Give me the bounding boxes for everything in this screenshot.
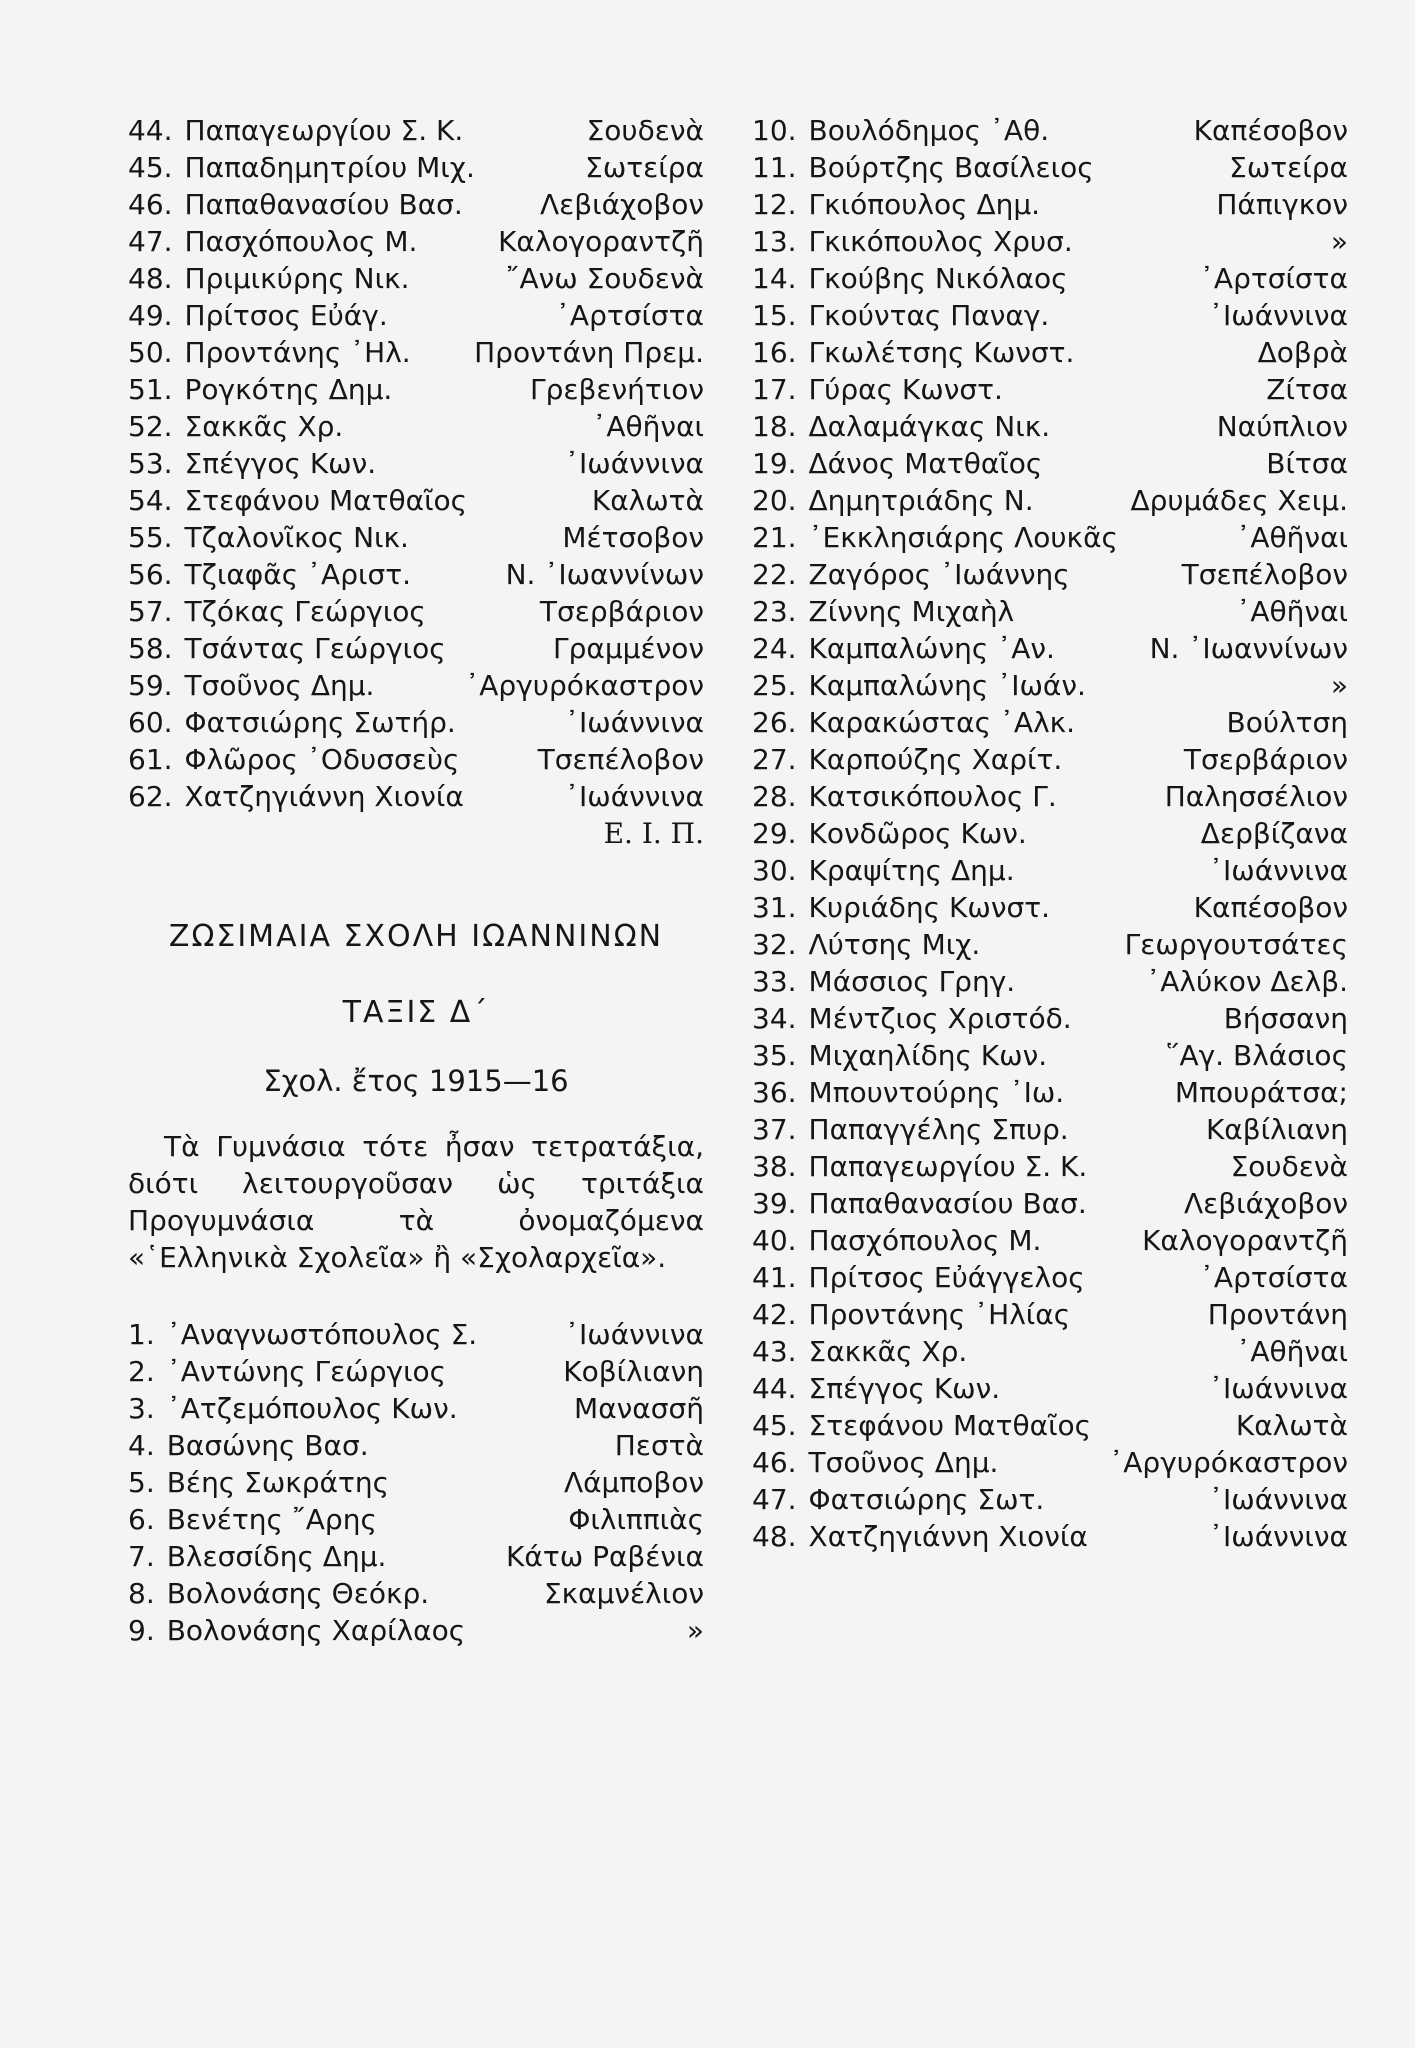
student-name: Βούρτζης Βασίλειος xyxy=(808,151,1094,184)
hometown: Πεστὰ xyxy=(614,1429,704,1462)
student-name: Κυριάδης Κωνστ. xyxy=(808,891,1050,924)
hometown: ᾿Αθῆναι xyxy=(1236,521,1348,554)
hometown: Τσερβάριον xyxy=(1183,743,1348,776)
hometown: Σουδενὰ xyxy=(586,114,704,147)
student-name: ᾿Εκκλησιάρης Λουκᾶς xyxy=(808,521,1118,554)
student-name: Παπαγγέλης Σπυρ. xyxy=(808,1113,1069,1146)
hometown: Κάτω Ραβένια xyxy=(506,1540,704,1573)
list-item xyxy=(752,1222,1348,1259)
list-item xyxy=(752,297,1348,334)
hometown: ῞Αγ. Βλάσιος xyxy=(1165,1039,1348,1072)
hometown: Μέτσοβον xyxy=(562,521,704,554)
student-name: Κατσικόπουλος Γ. xyxy=(808,780,1057,813)
student-name: Προντάνης ᾿Ηλίας xyxy=(808,1298,1071,1331)
entry-number: 6. xyxy=(128,1503,155,1536)
hometown: » xyxy=(686,1614,704,1647)
entry-number: 13. xyxy=(752,225,797,258)
student-name: Δημητριάδης Ν. xyxy=(808,484,1034,517)
hometown: Λεβιάχοβον xyxy=(1183,1187,1348,1220)
entry-number: 1. xyxy=(128,1318,155,1351)
student-name: Μάσσιος Γρηγ. xyxy=(808,965,1016,998)
student-name: Καρακώστας ᾿Αλκ. xyxy=(808,706,1076,739)
entry-number: 19. xyxy=(752,447,797,480)
list-item xyxy=(752,556,1348,593)
list-item xyxy=(128,1427,704,1464)
entry-number: 24. xyxy=(752,632,797,665)
student-name: Φατσιώρης Σωτ. xyxy=(808,1483,1045,1516)
hometown: Τσεπέλοβον xyxy=(1181,558,1348,591)
student-name: Τζιαφᾶς ᾿Αριστ. xyxy=(184,558,411,591)
entry-number: 7. xyxy=(128,1540,155,1573)
entry-number: 12. xyxy=(752,188,797,221)
student-name: Παπαδημητρίου Μιχ. xyxy=(184,151,475,184)
hometown: ᾿Ιωάννινα xyxy=(1208,1372,1348,1405)
student-name: Γκιόπουλος Δημ. xyxy=(808,188,1041,221)
right-column xyxy=(752,112,1348,1555)
list-item xyxy=(752,741,1348,778)
entry-number: 43. xyxy=(752,1335,797,1368)
student-name: Βέης Σωκράτης xyxy=(166,1466,390,1499)
hometown: Προντάνη Πρεμ. xyxy=(474,336,704,369)
student-list-continued xyxy=(128,112,704,815)
list-item xyxy=(752,704,1348,741)
student-name: Τζόκας Γεώργιος xyxy=(184,595,426,628)
entry-number: 14. xyxy=(752,262,797,295)
entry-number: 39. xyxy=(752,1187,797,1220)
student-name: Γκούντας Παναγ. xyxy=(808,299,1050,332)
entry-number: 9. xyxy=(128,1614,155,1647)
list-item xyxy=(752,630,1348,667)
student-name: Παπαγεωργίου Σ. Κ. xyxy=(808,1150,1088,1183)
list-item xyxy=(128,260,704,297)
hometown: Καλογοραντζῆ xyxy=(1142,1224,1348,1257)
list-item xyxy=(752,1444,1348,1481)
entry-number: 18. xyxy=(752,410,797,443)
hometown: Καλωτὰ xyxy=(1235,1409,1348,1442)
hometown: Κοβίλιανη xyxy=(563,1355,704,1388)
list-item xyxy=(128,1390,704,1427)
entry-number: 2. xyxy=(128,1355,155,1388)
student-name: Ζίννης Μιχαὴλ xyxy=(808,595,1015,628)
hometown: ᾿Αρτσίστα xyxy=(1199,262,1348,295)
hometown: ᾿Αργυρόκαστρον xyxy=(465,669,704,702)
student-name: Πασχόπουλος Μ. xyxy=(808,1224,1042,1257)
section-title: ΖΩΣΙΜΑΙΑ ΣΧΟΛΗ ΙΩΑΝΝΙΝΩΝ xyxy=(168,919,664,954)
hometown: Δοβρὰ xyxy=(1257,336,1348,369)
hometown: Δρυμάδες Χειμ. xyxy=(1130,484,1348,517)
list-item xyxy=(128,297,704,334)
list-item xyxy=(128,112,704,149)
entry-number: 44. xyxy=(128,114,173,147)
hometown: » xyxy=(1330,669,1348,702)
entry-number: 32. xyxy=(752,928,797,961)
hometown: Βίτσα xyxy=(1266,447,1348,480)
student-name: Καμπαλώνης ᾿Αν. xyxy=(808,632,1055,665)
entry-number: 40. xyxy=(752,1224,797,1257)
list-item xyxy=(752,1333,1348,1370)
list-item xyxy=(128,408,704,445)
list-item xyxy=(128,630,704,667)
list-item xyxy=(128,1538,704,1575)
hometown: Γρεβενήτιον xyxy=(529,373,704,406)
entry-number: 42. xyxy=(752,1298,797,1331)
entry-number: 57. xyxy=(128,595,173,628)
list-item xyxy=(752,1481,1348,1518)
list-item xyxy=(752,667,1348,704)
student-name: Τζαλονῖκος Νικ. xyxy=(184,521,409,554)
hometown: Βήσσανη xyxy=(1223,1002,1348,1035)
hometown: Λεβιάχοβον xyxy=(539,188,704,221)
student-name: Φλῶρος ᾿Οδυσσεὺς xyxy=(184,743,460,776)
hometown: Βούλτση xyxy=(1226,706,1348,739)
left-column xyxy=(128,112,704,1649)
entry-number: 16. xyxy=(752,336,797,369)
list-item xyxy=(752,1407,1348,1444)
student-name: Βλεσσίδης Δημ. xyxy=(166,1540,387,1573)
list-item xyxy=(128,482,704,519)
hometown: Ν. ᾿Ιωαννίνων xyxy=(1149,632,1348,665)
list-item xyxy=(752,815,1348,852)
student-name: Γκωλέτσης Κωνστ. xyxy=(808,336,1075,369)
class-label: ΤΑΞΙΣ Δ΄ xyxy=(342,995,490,1030)
student-name: ᾿Αναγνωστόπουλος Σ. xyxy=(166,1318,478,1351)
hometown: Ζίτσα xyxy=(1266,373,1348,406)
entry-number: 53. xyxy=(128,447,173,480)
student-list-class-d-continued xyxy=(752,112,1348,1555)
hometown: ᾿Ιωάννινα xyxy=(1208,1520,1348,1553)
entry-number: 38. xyxy=(752,1150,797,1183)
student-name: Παπαθανασίου Βασ. xyxy=(808,1187,1087,1220)
hometown: ᾿Αθῆναι xyxy=(592,410,704,443)
list-item xyxy=(752,1296,1348,1333)
student-name: Δάνος Ματθαῖος xyxy=(808,447,1043,480)
entry-number: 44. xyxy=(752,1372,797,1405)
list-item xyxy=(128,371,704,408)
entry-number: 46. xyxy=(128,188,173,221)
entry-number: 26. xyxy=(752,706,797,739)
entry-number: 28. xyxy=(752,780,797,813)
entry-number: 8. xyxy=(128,1577,155,1610)
list-item xyxy=(752,852,1348,889)
student-list-class-d xyxy=(128,1316,704,1649)
list-item xyxy=(752,445,1348,482)
hometown: Σωτείρα xyxy=(585,151,704,184)
student-name: Καρπούζης Χαρίτ. xyxy=(808,743,1063,776)
hometown: ᾿Αλύκον Δελβ. xyxy=(1146,965,1348,998)
hometown: Σουδενὰ xyxy=(1230,1150,1348,1183)
student-name: Τσοῦνος Δημ. xyxy=(184,669,375,702)
student-name: Βενέτης ῎Αρης xyxy=(166,1503,377,1536)
entry-number: 47. xyxy=(128,225,173,258)
entry-number: 11. xyxy=(752,151,797,184)
hometown: ᾿Ιωάννινα xyxy=(564,447,704,480)
list-item xyxy=(128,556,704,593)
list-item xyxy=(128,186,704,223)
student-name: Τσοῦνος Δημ. xyxy=(808,1446,999,1479)
student-name: Χατζηγιάννη Χιονία xyxy=(184,780,464,813)
list-item xyxy=(128,778,704,815)
hometown: Τσερβάριον xyxy=(539,595,704,628)
entry-number: 35. xyxy=(752,1039,797,1072)
student-name: Καμπαλώνης ᾿Ιωάν. xyxy=(808,669,1086,702)
list-item xyxy=(752,1037,1348,1074)
hometown: Σωτείρα xyxy=(1229,151,1348,184)
hometown: ᾿Αρτσίστα xyxy=(555,299,704,332)
student-name: Ρογκότης Δημ. xyxy=(184,373,393,406)
entry-number: 59. xyxy=(128,669,173,702)
list-item xyxy=(128,1353,704,1390)
hometown: Καπέσοβον xyxy=(1193,114,1348,147)
entry-number: 25. xyxy=(752,669,797,702)
hometown: ᾿Ιωάννινα xyxy=(1208,854,1348,887)
list-item xyxy=(752,223,1348,260)
list-item xyxy=(752,963,1348,1000)
entry-number: 36. xyxy=(752,1076,797,1109)
student-name: Μπουντούρης ᾿Ιω. xyxy=(808,1076,1065,1109)
hometown: ᾿Αθῆναι xyxy=(1236,595,1348,628)
entry-number: 48. xyxy=(752,1520,797,1553)
student-name: Χατζηγιάννη Χιονία xyxy=(808,1520,1088,1553)
student-name: Πρίτσος Εὐάγ. xyxy=(184,299,388,332)
entry-number: 15. xyxy=(752,299,797,332)
student-name: Προντάνης ᾿Ηλ. xyxy=(184,336,411,369)
student-name: Βολονάσης Θεόκρ. xyxy=(166,1577,430,1610)
entry-number: 46. xyxy=(752,1446,797,1479)
entry-number: 41. xyxy=(752,1261,797,1294)
list-item xyxy=(752,186,1348,223)
student-name: Ζαγόρος ᾿Ιωάννης xyxy=(808,558,1070,591)
student-name: ᾿Αντώνης Γεώργιος xyxy=(166,1355,447,1388)
student-name: Στεφάνου Ματθαῖος xyxy=(184,484,468,517)
entry-number: 54. xyxy=(128,484,173,517)
entry-number: 3. xyxy=(128,1392,155,1425)
hometown: Καλογοραντζῆ xyxy=(498,225,704,258)
student-name: Κονδῶρος Κων. xyxy=(808,817,1027,850)
list-item xyxy=(128,593,704,630)
list-item xyxy=(128,704,704,741)
entry-number: 34. xyxy=(752,1002,797,1035)
list-item xyxy=(752,149,1348,186)
student-name: Φατσιώρης Σωτήρ. xyxy=(184,706,456,739)
hometown: Μπουράτσα; xyxy=(1174,1076,1348,1109)
student-name: Πασχόπουλος Μ. xyxy=(184,225,418,258)
list-item xyxy=(752,371,1348,408)
student-name: Στεφάνου Ματθαῖος xyxy=(808,1409,1092,1442)
hometown: Σκαμνέλιον xyxy=(543,1577,704,1610)
list-item xyxy=(752,926,1348,963)
list-item xyxy=(128,1575,704,1612)
list-item xyxy=(752,408,1348,445)
student-name: Μιχαηλίδης Κων. xyxy=(808,1039,1048,1072)
student-name: Παπαγεωργίου Σ. Κ. xyxy=(184,114,464,147)
hometown: ᾿Ιωάννινα xyxy=(564,780,704,813)
hometown: ᾿Αθῆναι xyxy=(1236,1335,1348,1368)
student-name: Κραψίτης Δημ. xyxy=(808,854,1015,887)
list-item xyxy=(752,889,1348,926)
entry-number: 49. xyxy=(128,299,173,332)
student-name: ᾿Ατζεμόπουλος Κων. xyxy=(166,1392,458,1425)
entry-number: 61. xyxy=(128,743,173,776)
entry-number: 45. xyxy=(128,151,173,184)
student-name: Τσάντας Γεώργιος xyxy=(184,632,446,665)
list-item xyxy=(752,334,1348,371)
entry-number: 56. xyxy=(128,558,173,591)
entry-number: 4. xyxy=(128,1429,155,1462)
spacer xyxy=(128,1276,704,1316)
list-item xyxy=(752,519,1348,556)
hometown: Ν. ᾿Ιωαννίνων xyxy=(505,558,704,591)
student-name: Λύτσης Μιχ. xyxy=(808,928,981,961)
list-item xyxy=(752,593,1348,630)
list-item xyxy=(752,1148,1348,1185)
entry-number: 27. xyxy=(752,743,797,776)
entry-number: 37. xyxy=(752,1113,797,1146)
list-item xyxy=(128,1501,704,1538)
hometown: ῎Ανω Σουδενὰ xyxy=(505,262,704,295)
entry-number: 20. xyxy=(752,484,797,517)
hometown: ᾿Ιωάννινα xyxy=(1208,299,1348,332)
student-name: Σπέγγος Κων. xyxy=(184,447,377,480)
hometown: ᾿Αργυρόκαστρον xyxy=(1109,1446,1348,1479)
hometown: Δερβίζανα xyxy=(1200,817,1348,850)
student-name: Σακκᾶς Χρ. xyxy=(808,1335,968,1368)
hometown: Μανασσῆ xyxy=(574,1392,704,1425)
hometown: Τσεπέλοβον xyxy=(537,743,704,776)
hometown: » xyxy=(1330,225,1348,258)
entry-number: 29. xyxy=(752,817,797,850)
hometown: Παλησσέλιον xyxy=(1164,780,1348,813)
school-year: Σχολ. ἔτος 1915—16 xyxy=(263,1064,569,1098)
entry-number: 47. xyxy=(752,1483,797,1516)
intro-paragraph: Τὰ Γυμνάσια τότε ἦσαν τετρατάξια, διότι λειτουργοῦσαν ὡς τριτάξια Προγυμνάσια τὰ ὀνομαζόμενα «῾Ελληνικὰ Σχολεῖα» ἢ «Σχολαρχεῖα». xyxy=(128,1130,704,1274)
entry-number: 55. xyxy=(128,521,173,554)
list-item xyxy=(752,1074,1348,1111)
list-item xyxy=(128,1612,704,1649)
student-name: Γκούβης Νικόλαος xyxy=(808,262,1068,295)
entry-number: 50. xyxy=(128,336,173,369)
list-item xyxy=(128,149,704,186)
entry-number: 48. xyxy=(128,262,173,295)
hometown: ᾿Ιωάννινα xyxy=(564,1318,704,1351)
entry-number: 45. xyxy=(752,1409,797,1442)
student-name: Σακκᾶς Χρ. xyxy=(184,410,344,443)
entry-number: 22. xyxy=(752,558,797,591)
entry-number: 30. xyxy=(752,854,797,887)
hometown: Γραμμένον xyxy=(552,632,704,665)
hometown: Καπέσοβον xyxy=(1193,891,1348,924)
hometown: ᾿Αρτσίστα xyxy=(1199,1261,1348,1294)
list-item xyxy=(128,741,704,778)
student-name: Δαλαμάγκας Νικ. xyxy=(808,410,1051,443)
entry-number: 23. xyxy=(752,595,797,628)
list-item xyxy=(128,445,704,482)
list-item xyxy=(752,1000,1348,1037)
entry-number: 10. xyxy=(752,114,797,147)
hometown: Καλωτὰ xyxy=(591,484,704,517)
entry-number: 62. xyxy=(128,780,173,813)
hometown: Γεωργουτσάτες xyxy=(1124,928,1348,961)
list-item xyxy=(752,1370,1348,1407)
entry-number: 5. xyxy=(128,1466,155,1499)
student-name: Βολονάσης Χαρίλαος xyxy=(166,1614,466,1647)
list-item xyxy=(752,112,1348,149)
list-item xyxy=(128,223,704,260)
hometown: Πάπιγκον xyxy=(1216,188,1348,221)
list-item xyxy=(128,1464,704,1501)
list-item xyxy=(128,334,704,371)
list-item xyxy=(128,1316,704,1353)
student-name: Πρίτσος Εὐάγγελος xyxy=(808,1261,1085,1294)
hometown: Λάμποβον xyxy=(563,1466,704,1499)
student-name: Βασώνης Βασ. xyxy=(166,1429,369,1462)
entry-number: 17. xyxy=(752,373,797,406)
list-item xyxy=(752,1185,1348,1222)
hometown: ᾿Ιωάννινα xyxy=(1208,1483,1348,1516)
list-item xyxy=(752,482,1348,519)
student-name: Μέντζιος Χριστόδ. xyxy=(808,1002,1072,1035)
student-name: Βουλόδημος ᾿Αθ. xyxy=(808,114,1050,147)
list-item xyxy=(128,667,704,704)
hometown: Προντάνη xyxy=(1207,1298,1348,1331)
entry-number: 33. xyxy=(752,965,797,998)
student-name: Γκικόπουλος Χρυσ. xyxy=(808,225,1073,258)
entry-number: 52. xyxy=(128,410,173,443)
list-item xyxy=(752,1518,1348,1555)
list-item xyxy=(752,778,1348,815)
student-name: Σπέγγος Κων. xyxy=(808,1372,1001,1405)
hometown: ᾿Ιωάννινα xyxy=(564,706,704,739)
entry-number: 51. xyxy=(128,373,173,406)
student-name: Πριμικύρης Νικ. xyxy=(184,262,410,295)
signature-initials: Ε. Ι. Π. xyxy=(603,817,704,850)
list-item xyxy=(752,1259,1348,1296)
hometown: Φιλιππιὰς xyxy=(568,1503,704,1536)
hometown: Ναύπλιον xyxy=(1216,410,1348,443)
entry-number: 58. xyxy=(128,632,173,665)
entry-number: 31. xyxy=(752,891,797,924)
hometown: Καβίλιανη xyxy=(1205,1113,1348,1146)
entry-number: 21. xyxy=(752,521,797,554)
student-name: Παπαθανασίου Βασ. xyxy=(184,188,463,221)
list-item xyxy=(752,260,1348,297)
list-item xyxy=(128,519,704,556)
list-item xyxy=(752,1111,1348,1148)
student-name: Γύρας Κωνστ. xyxy=(808,373,1003,406)
entry-number: 60. xyxy=(128,706,173,739)
